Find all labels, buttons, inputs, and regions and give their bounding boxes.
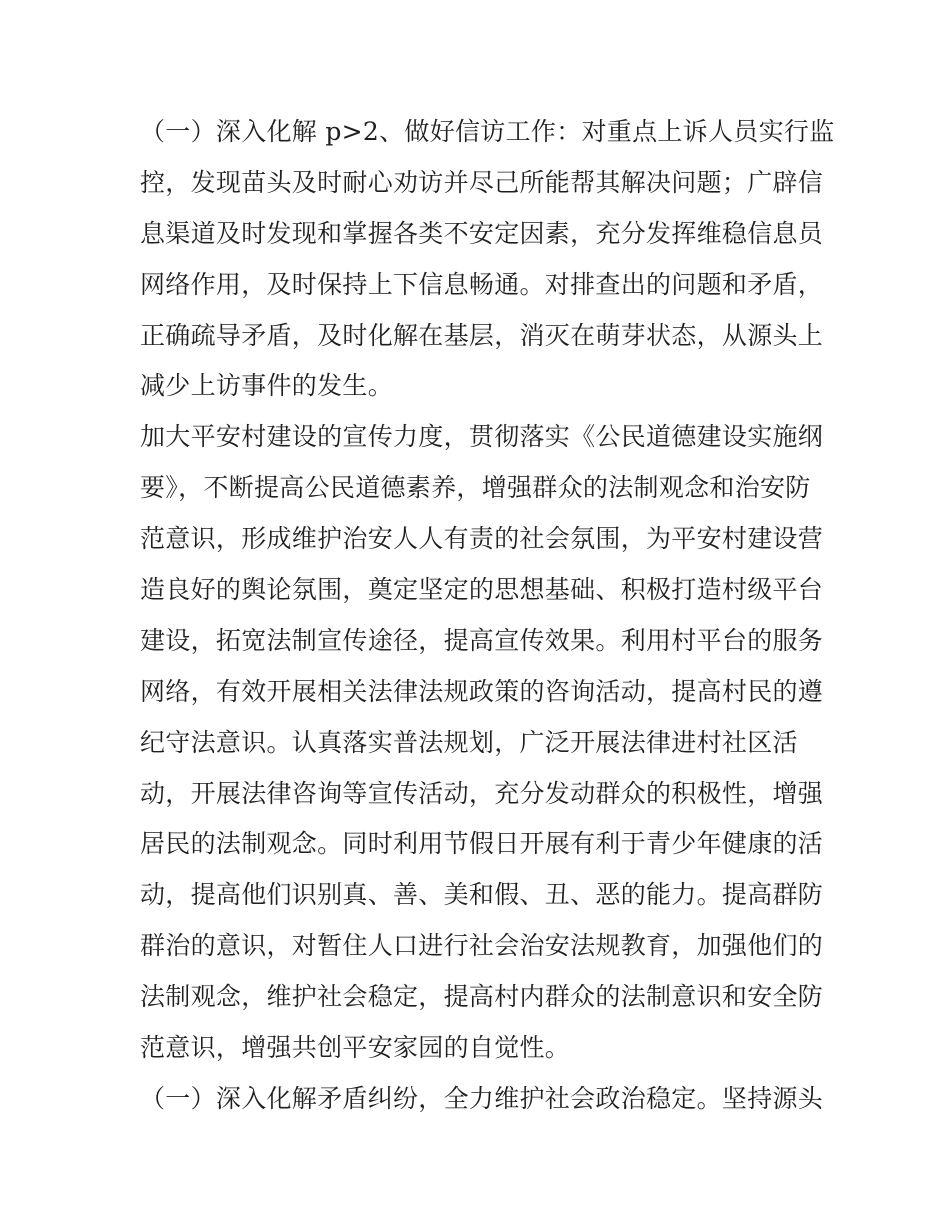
- text-line-13: 纪守法意识。认真落实普法规划，广泛开展法律进村社区活: [140, 727, 798, 757]
- text-line-20: （一）深入化解矛盾纠纷，全力维护社会政治稳定。坚持源头: [140, 1083, 824, 1113]
- text-line-8: 要》，不断提高公民道德素养，增强群众的法制观念和治安防: [140, 473, 811, 503]
- text-line-15: 居民的法制观念。同时利用节假日开展有利于青少年健康的活: [140, 829, 824, 859]
- text-line-7: 加大平安村建设的宣传力度，贯彻落实《公民道德建设实施纲: [140, 422, 824, 452]
- text-line-14: 动，开展法律咨询等宣传活动，充分发动群众的积极性，增强: [140, 778, 824, 808]
- text-line-9: 范意识，形成维护治安人人有责的社会氛围，为平安村建设营: [140, 524, 824, 554]
- document-body: [140, 107, 835, 1125]
- text-line-4: 网络作用，及时保持上下信息畅通。对排查出的问题和矛盾，: [140, 269, 824, 299]
- text-line-5: 正确疏导矛盾，及时化解在基层，消灭在萌芽状态，从源头上: [140, 320, 824, 350]
- text-line-19: 范意识，增强共创平安家园的自觉性。: [140, 1033, 571, 1063]
- text-line-2: 控，发现苗头及时耐心劝访并尽己所能帮其解决问题；广辟信: [140, 167, 824, 197]
- text-line-17: 群治的意识，对暂住人口进行社会治安法规教育，加强他们的: [140, 931, 824, 961]
- text-line-18: 法制观念，维护社会稳定，提高村内群众的法制意识和安全防: [140, 982, 824, 1012]
- text-line-6: 减少上访事件的发生。: [140, 371, 394, 401]
- text-line-10: 造良好的舆论氛围，奠定坚定的思想基础、积极打造村级平台: [140, 575, 824, 605]
- text-line-12: 网络，有效开展相关法律法规政策的咨询活动，提高村民的遵: [140, 676, 824, 706]
- text-line-1: （一）深入化解 p>2、做好信访工作：对重点上诉人员实行监: [140, 117, 835, 146]
- text-line-16: 动，提高他们识别真、善、美和假、丑、恶的能力。提高群防: [140, 880, 824, 910]
- text-line-11: 建设，拓宽法制宣传途径，提高宣传效果。利用村平台的服务: [140, 625, 824, 655]
- text-line-3: 息渠道及时发现和掌握各类不安定因素，充分发挥维稳信息员: [140, 218, 824, 248]
